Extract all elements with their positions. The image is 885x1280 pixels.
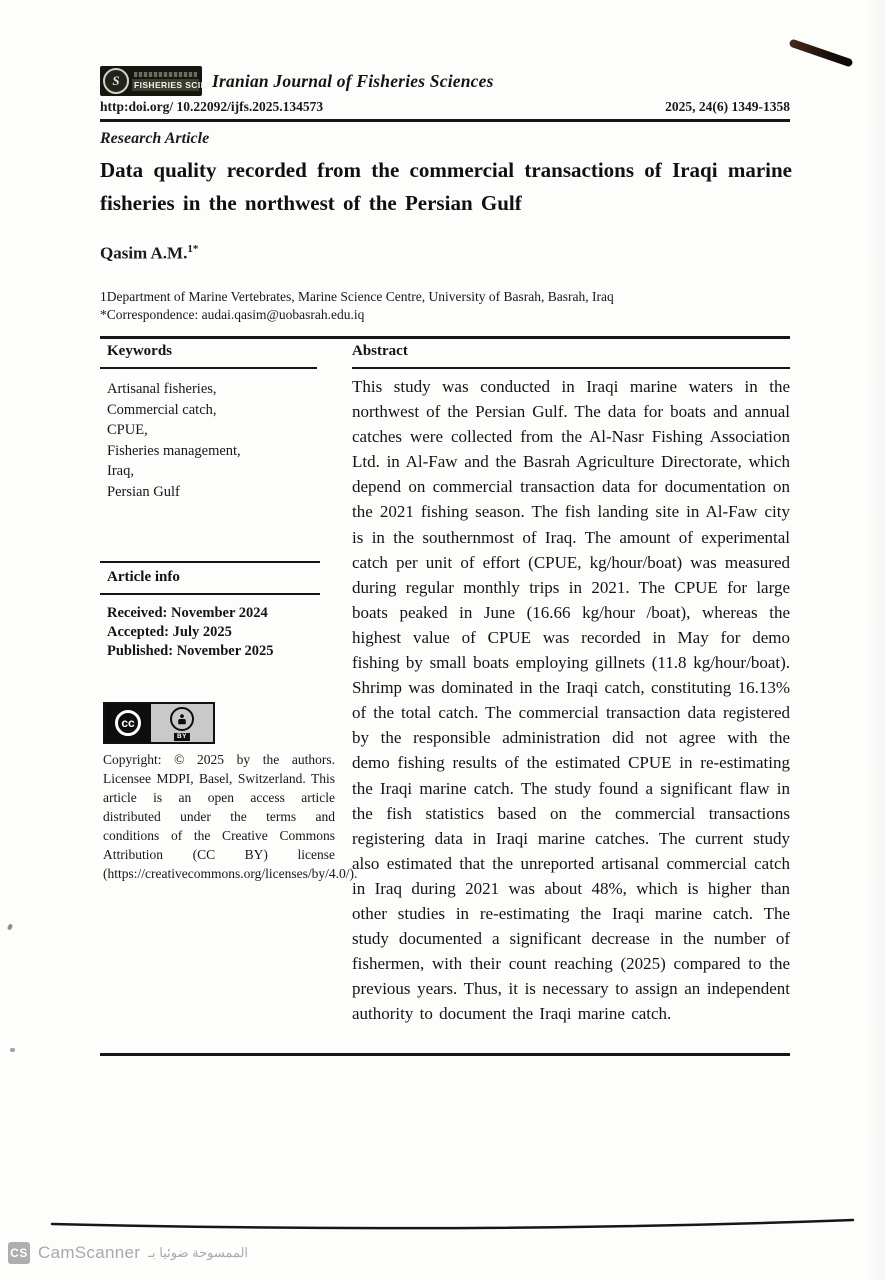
keyword-item: Artisanal fisheries, [107, 381, 217, 397]
section-top-rule [100, 336, 790, 339]
correspondence-line: *Correspondence: audai.qasim@uobasrah.edu.iq [100, 306, 365, 322]
keywords-heading: Keywords [107, 343, 172, 359]
keywords-list [107, 379, 241, 502]
cc-icon: cc [105, 704, 151, 742]
by-label: BY [174, 733, 190, 741]
journal-name: Iranian Journal of Fisheries Sciences [212, 71, 494, 91]
camscanner-logo: CS [8, 1242, 30, 1264]
scan-speck [10, 1048, 15, 1052]
pen-mark-artifact [788, 38, 853, 67]
published-line: Published: November 2025 [107, 643, 274, 659]
keywords-underline [100, 367, 317, 369]
person-icon [170, 707, 194, 731]
logo-decorative-strip [134, 72, 197, 77]
page-edge-scan-line [50, 1217, 855, 1235]
journal-emblem-icon: S [103, 68, 129, 94]
keyword-item: Fisheries management, [107, 442, 241, 459]
citation-text: 2025, 24(6) 1349-1358 [665, 99, 790, 114]
doi-text: http:doi.org/ 10.22092/ijfs.2025.134573 [100, 99, 324, 114]
article-info-heading: Article info [107, 569, 180, 585]
camscanner-footer [8, 1242, 248, 1264]
section-bottom-rule [100, 1053, 790, 1056]
abstract-text: This study was conducted in Iraqi marine waters in the northwest of the Persian Gulf. The data for boats and annual catches were collected from the Al-Nasr Fishing Association Ltd. in Al-Faw and the Basrah Agriculture Directorate, which depend on commercial transaction data for documentation on the 2021 fishing season. The fish landing site in Al-Faw city is in the southernmost of Iraq. The amount of experimental catch per unit of effort (CPUE, kg/hour/boat) was measured during regular monthly trips in 2021. The CPUE for large boats peaked in June (16.66 kg/hour /boat), whereas the highest value of CPUE was recorded in May for demo fishing by small boats employing gillnets (11.8 kg/hour/boat). Shrimp was dominated in the Iraqi catch, constituting 16.13% of the total catch. The commercial transaction data registered by the responsible administration did not agree with the demo fishing results of the estimated CPUE in re-estimating the Iraqi marine catch. The study found a significant flaw in the fish statistics based on the commercial transactions registering data in Iraqi marine catches. The current study also estimated that the unreported artisanal commercial catch in Iraq during 2021 was about 48%, which is higher than other studies in re-estimating the Iraqi marine catch. The study documented a significant decrease in the number of fishermen, with their count reaching (2025) compared to the previous years. Thus, it is necessary to assign an independent authority to document the Iraqi marine catch. [352, 377, 790, 1024]
copyright-text: Copyright: © 2025 by the authors. Licensee MDPI, Basel, Switzerland. This article is an open access article distributed under the terms and conditions of the Creative Commons Attribution (CC BY) license (https://creativecommons.org/licenses/by/4.0/). [103, 752, 358, 881]
camscanner-name: CamScanner [38, 1243, 141, 1262]
abstract-underline [352, 367, 790, 369]
camscanner-arabic-text: الممسوحة ضوئيا بـ [148, 1245, 249, 1260]
cc-by-license-badge [103, 702, 215, 744]
author-affiliation [100, 288, 614, 323]
scan-speck [7, 923, 13, 930]
accepted-line: Accepted: July 2025 [107, 624, 232, 640]
affiliation-line: 1Department of Marine Vertebrates, Marine Science Centre, University of Basrah, Basrah, Iraq [100, 289, 614, 304]
keyword-item: CPUE, [107, 422, 148, 438]
abstract-heading: Abstract [352, 343, 408, 359]
author-name-text: Qasim A.M. [100, 243, 188, 263]
article-info-top-rule [100, 561, 320, 563]
received-line: Received: November 2024 [107, 605, 268, 621]
author-superscript: 1* [187, 243, 199, 255]
keyword-item: Persian Gulf [107, 483, 180, 500]
article-title: Data quality recorded from the commercial transactions of Iraqi marine fisheries in the northwest of the Persian Gulf [100, 158, 792, 215]
author-name [100, 243, 198, 264]
article-info-list [107, 604, 274, 661]
journal-logo-text: FISHERIES SCIENCES [134, 80, 232, 90]
keyword-item: Iraq, [107, 463, 134, 479]
article-type-label: Research Article [100, 130, 210, 147]
journal-logo [100, 66, 232, 96]
keyword-item: Commercial catch, [107, 401, 217, 418]
article-info-underline [100, 593, 320, 595]
cc-by-person-section [151, 704, 213, 742]
header-rule [100, 119, 790, 122]
